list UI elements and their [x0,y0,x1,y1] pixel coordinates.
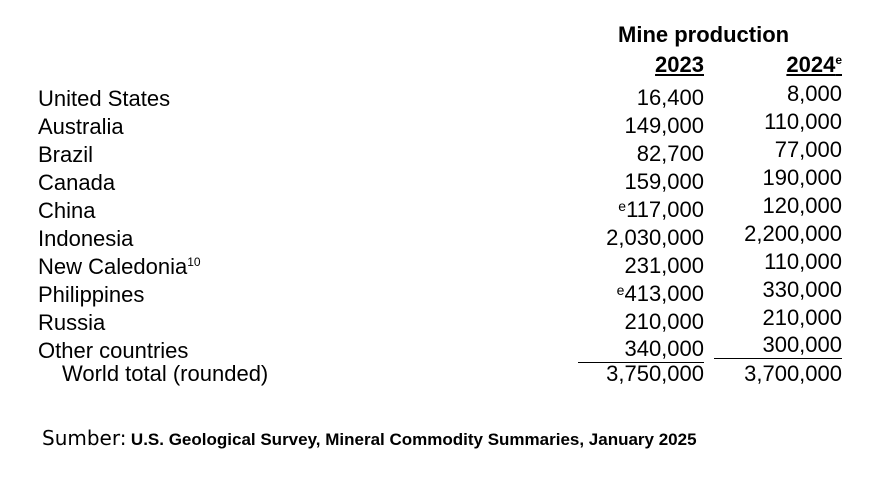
value-2024: 300,000 [714,332,842,359]
value-2024: 210,000 [762,305,842,330]
value-2024: 110,000 [764,109,842,134]
estimate-marker: e [616,282,625,298]
value-2024: 77,000 [774,137,842,162]
value-2024: 190,000 [762,165,842,190]
total-row [38,360,848,388]
table-row [38,220,848,251]
value-2024: 8,000 [786,81,842,106]
total-2023: 3,750,000 [606,361,704,386]
value-2024: 110,000 [764,249,842,274]
table-row [38,248,848,279]
value-2023: 149,000 [624,113,704,138]
value-2023: 210,000 [624,309,704,334]
country-name: Other countries [38,338,189,363]
value-2024: 2,200,000 [744,221,842,246]
column-group-title: Mine production [618,22,790,47]
country-name: Philippines [38,282,145,307]
table-row [38,192,848,223]
table-row [38,164,848,195]
country-name: Canada [38,170,116,195]
column-header-2023 [598,52,704,78]
column-header-2024 [728,52,842,78]
table-row [38,332,848,363]
source-citation [42,426,697,450]
value-2023: 2,030,000 [606,225,704,250]
table-row [38,304,848,335]
country-name: New Caledonia$^{10}$ [38,254,201,279]
country-name: United States [38,86,171,111]
total-label: World total (rounded) [62,361,269,386]
country-name: China [38,198,96,223]
country-name: Australia [38,114,124,139]
table-row [38,108,848,139]
value-2023: 340,000 [578,332,704,363]
table-row [38,80,848,111]
country-name: Indonesia [38,226,134,251]
source-label: Sumber: [42,426,127,450]
estimate-marker: e [618,198,627,214]
footnote-marker: 10 [187,255,201,269]
value-2024: 120,000 [762,193,842,218]
value-2023: $^e$117,000 [618,197,704,222]
source-text: U.S. Geological Survey, Mineral Commodity Summaries, January 2025 [130,430,697,449]
value-2023: 231,000 [624,253,704,278]
table-row [38,276,848,307]
year-label: 2024 [786,52,836,77]
table-body [38,80,848,388]
value-2023: 159,000 [624,169,704,194]
value-2023: $^e$413,000 [616,281,704,306]
country-name: Brazil [38,142,94,167]
value-2024: 330,000 [762,277,842,302]
table-row [38,136,848,167]
value-2023: 82,700 [636,141,704,166]
total-2024: 3,700,000 [744,361,842,386]
estimate-marker: e [835,53,842,67]
country-name: Russia [38,310,106,335]
year-label: 2023 [655,52,704,77]
value-2023: 16,400 [636,85,704,110]
